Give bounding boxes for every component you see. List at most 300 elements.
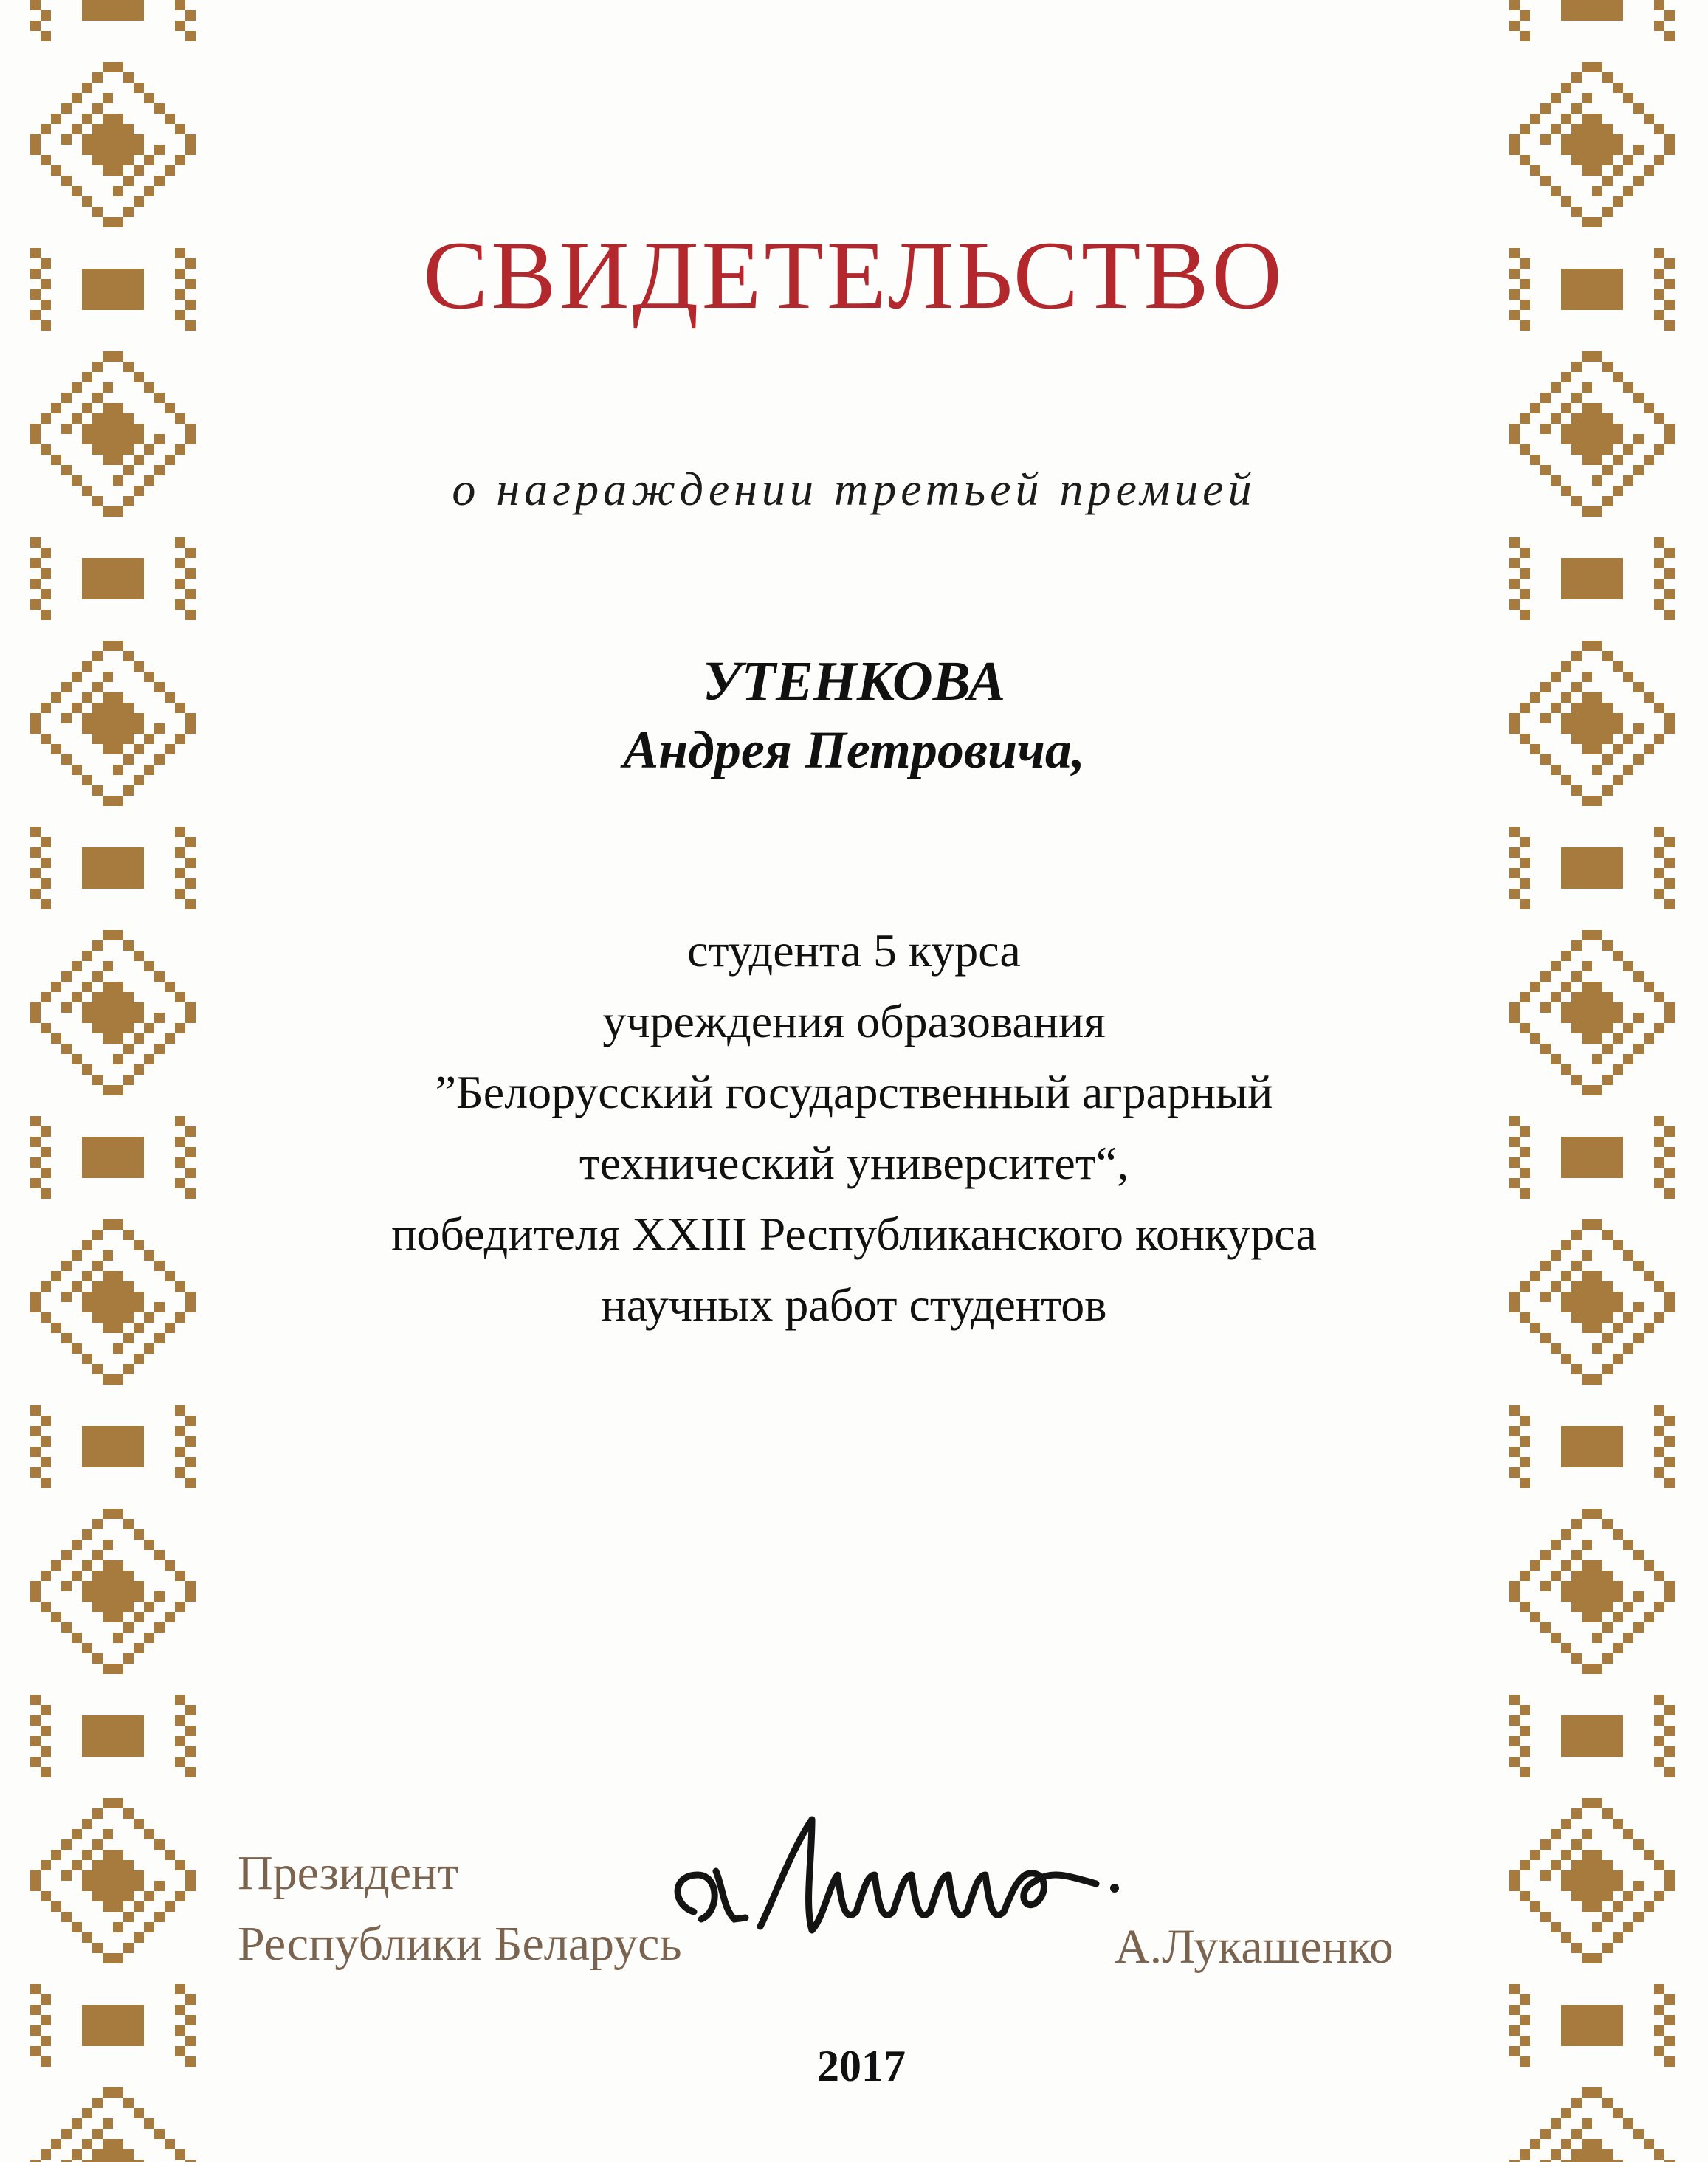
ornament-cell (41, 124, 51, 134)
ornament-cell (154, 465, 165, 475)
ornament-cell (185, 548, 196, 558)
ornament-cell (1592, 579, 1602, 589)
ornament-cell (1592, 1271, 1602, 1281)
ornament-cell (61, 465, 72, 475)
ornament-cell (1571, 2098, 1582, 2108)
ornament-cell (92, 589, 103, 599)
ornament-cell (134, 1323, 144, 1333)
ornament-cell (1613, 1457, 1623, 1467)
ornament-cell (1592, 300, 1602, 310)
ornament-cell (1582, 1540, 1592, 1550)
ornament-cell (1654, 155, 1664, 165)
ornament-cell (1582, 1602, 1592, 1612)
ornament-cell (1582, 858, 1592, 868)
ornament-cell (30, 1292, 41, 1302)
ornament-cell (92, 568, 103, 579)
ornament-cell (51, 1612, 61, 1622)
ornament-cell (1592, 1560, 1602, 1571)
ornament-cell (134, 1736, 144, 1746)
ornament-cell (72, 1054, 82, 1064)
ornament-cell (113, 1715, 123, 1726)
ornament-cell (185, 279, 196, 289)
ornament-cell (41, 1994, 51, 2005)
ornament-cell (134, 775, 144, 785)
ornament-cell (154, 176, 165, 186)
ornament-cell (1520, 1767, 1530, 1777)
ornament-cell (1633, 971, 1644, 982)
ornament-cell (1664, 1013, 1675, 1023)
ornament-cell (1644, 1271, 1654, 1281)
ornament-cell (1582, 217, 1592, 227)
ornament-cell (1509, 2005, 1520, 2015)
ornament-cell (92, 2098, 103, 2108)
ornament-cell (113, 217, 123, 227)
ornament-cell (1613, 1426, 1623, 1436)
ornament-cell (113, 744, 123, 754)
ornament-cell (1664, 899, 1675, 909)
ornament-cell (113, 1881, 123, 1891)
ornament-cell (1561, 589, 1571, 599)
ornament-cell (1509, 1292, 1520, 1302)
ornament-cell (113, 186, 123, 196)
ornament-cell (113, 62, 123, 72)
ornament-cell (92, 651, 103, 661)
ornament-cell (103, 1560, 113, 1571)
ornament-cell (1654, 310, 1664, 320)
ornament-cell (1520, 1860, 1530, 1870)
ornament-cell (92, 0, 103, 10)
ornament-cell (1592, 1633, 1602, 1643)
ornament-cell (154, 1333, 165, 1343)
ornament-cell (1654, 868, 1664, 878)
ornament-cell (1623, 382, 1633, 393)
ornament-cell (1623, 1250, 1633, 1261)
ornament-cell (123, 496, 134, 506)
ornament-cell (1613, 878, 1623, 889)
ornament-cell (144, 2118, 154, 2129)
ornament-cell (1509, 1447, 1520, 1457)
ornament-cell (1520, 2056, 1530, 2067)
ornament-cell (1520, 610, 1530, 620)
ornament-cell (92, 579, 103, 589)
ornament-cell (1509, 145, 1520, 155)
ornament-cell (134, 10, 144, 21)
ornament-cell (1540, 1261, 1551, 1271)
ornament-cell (1592, 1850, 1602, 1860)
ornament-cell (1582, 992, 1592, 1002)
ornament-cell (1623, 1343, 1633, 1354)
ornament-cell (123, 754, 134, 765)
ornament-cell (82, 692, 92, 703)
ornament-cell (1540, 1581, 1551, 1591)
ornament-cell (1592, 1798, 1602, 1808)
ornament-cell (123, 878, 134, 889)
ornament-cell (1582, 1860, 1592, 1870)
ornament-cell (113, 1581, 123, 1591)
ornament-cell (1664, 1994, 1675, 2005)
ornament-cell (134, 1581, 144, 1591)
ornament-cell (175, 889, 185, 899)
ornament-cell (134, 1137, 144, 1147)
ornament-cell (1613, 1033, 1623, 1044)
ornament-cell (185, 713, 196, 723)
ornament-cell (92, 868, 103, 878)
ornament-cell (123, 651, 134, 661)
ornament-cell (134, 165, 144, 176)
ornament-cell (1530, 744, 1540, 754)
ornament-cell (92, 1870, 103, 1881)
ornament-cell (123, 434, 134, 444)
ornament-cell (1602, 1281, 1613, 1292)
ornament-cell (92, 103, 103, 114)
ornament-cell (1592, 558, 1602, 568)
ornament-cell (123, 465, 134, 475)
ornament-cell (185, 610, 196, 620)
ornament-cell (1623, 1023, 1633, 1033)
ornament-cell (1592, 413, 1602, 424)
body-line: технический университет“, (579, 1137, 1129, 1189)
ornament-cell (175, 1467, 185, 1478)
ornament-cell (1571, 2005, 1582, 2015)
ornament-cell (134, 1292, 144, 1302)
ornament-cell (1602, 1447, 1613, 1457)
ornament-cell (1561, 1736, 1571, 1746)
ornament-cell (1644, 114, 1654, 124)
ornament-cell (113, 1860, 123, 1870)
ornament-cell (1592, 1312, 1602, 1323)
ornament-cell (1602, 940, 1613, 951)
ornament-cell (1613, 1612, 1623, 1622)
ornament-cell (185, 1870, 196, 1881)
ornament-cell (1592, 568, 1602, 579)
ornament-cell (1602, 145, 1613, 155)
ornament-cell (1582, 114, 1592, 124)
ornament-cell (103, 1736, 113, 1746)
ornament-cell (41, 878, 51, 889)
ornament-cell (1509, 537, 1520, 548)
ornament-cell (1664, 424, 1675, 434)
ornament-cell (185, 134, 196, 145)
ornament-cell (1602, 1860, 1613, 1870)
ornament-cell (113, 403, 123, 413)
ornament-cell (103, 145, 113, 155)
ornament-cell (1664, 610, 1675, 620)
ornament-cell (1633, 1261, 1644, 1271)
ornament-cell (154, 1881, 165, 1891)
ornament-cell (1592, 424, 1602, 434)
ornament-cell (1571, 579, 1582, 589)
ornament-cell (1540, 393, 1551, 403)
ornament-cell (1623, 1054, 1633, 1064)
ornament-cell (134, 1529, 144, 1540)
ornament-cell (134, 951, 144, 961)
ornament-cell (1602, 134, 1613, 145)
ornament-cell (82, 1292, 92, 1302)
ornament-cell (1633, 1881, 1644, 1891)
ornament-cell (30, 2005, 41, 2015)
ornament-cell (1509, 434, 1520, 444)
ornament-cell (92, 1519, 103, 1529)
ornament-cell (165, 1033, 175, 1044)
ornament-cell (51, 455, 61, 465)
body-line: победителя XXIII Республиканского конкурса (391, 1208, 1317, 1260)
ornament-cell (103, 734, 113, 744)
ornament-cell (1561, 10, 1571, 21)
ornament-cell (113, 424, 123, 434)
ornament-cell (1582, 734, 1592, 744)
ornament-cell (92, 1715, 103, 1726)
ornament-cell (185, 2015, 196, 2025)
ornament-cell (61, 1044, 72, 1054)
ornament-cell (1561, 1457, 1571, 1467)
ornament-cell (1561, 1354, 1571, 1364)
ornament-cell (1571, 1447, 1582, 1457)
ornament-cell (1664, 2036, 1675, 2046)
ornament-cell (1582, 0, 1592, 10)
ornament-cell (1530, 1901, 1540, 1912)
ornament-cell (92, 10, 103, 21)
ornament-cell (103, 1870, 113, 1881)
ornament-cell (1592, 217, 1602, 227)
ornament-cell (1633, 434, 1644, 444)
ornament-cell (41, 1602, 51, 1612)
ornament-cell (51, 1323, 61, 1333)
ornament-cell (1592, 1591, 1602, 1602)
ornament-cell (1561, 403, 1571, 413)
ornament-cell (92, 1002, 103, 1013)
ornament-cell (103, 868, 113, 878)
ornament-cell (1561, 1002, 1571, 1013)
ornament-cell (1571, 145, 1582, 155)
ornament-cell (1592, 506, 1602, 517)
ornament-cell (92, 1075, 103, 1085)
ornament-cell (123, 1168, 134, 1178)
ornament-cell (1540, 1912, 1551, 1922)
ornament-cell (1633, 754, 1644, 765)
ornament-cell (92, 72, 103, 83)
ornament-cell (1530, 692, 1540, 703)
ornament-cell (1520, 837, 1530, 847)
ornament-cell (1623, 93, 1633, 103)
ornament-cell (92, 1013, 103, 1023)
ornament-cell (1571, 2025, 1582, 2036)
ornament-cell (82, 558, 92, 568)
ornament-cell (1613, 2025, 1623, 2036)
ornament-cell (1571, 940, 1582, 951)
ornament-cell (1582, 155, 1592, 165)
ornament-cell (61, 1581, 72, 1591)
ornament-cell (1551, 93, 1561, 103)
ornament-cell (1509, 1984, 1520, 1994)
ornament-cell (1509, 1405, 1520, 1416)
ornament-cell (1561, 847, 1571, 858)
ornament-cell (1582, 1850, 1592, 1860)
ornament-cell (113, 641, 123, 651)
ornament-cell (1561, 289, 1571, 300)
ornament-cell (1613, 1643, 1623, 1653)
ornament-cell (1551, 672, 1561, 682)
ornament-cell (113, 1571, 123, 1581)
ornament-cell (1561, 2036, 1571, 2046)
ornament-cell (134, 847, 144, 858)
ornament-cell (1551, 961, 1561, 971)
ornament-cell (185, 1457, 196, 1467)
ornament-cell (113, 1602, 123, 1612)
ornament-cell (92, 2149, 103, 2160)
ornament-cell (30, 134, 41, 145)
ornament-cell (113, 1591, 123, 1602)
ornament-cell (113, 878, 123, 889)
ornament-cell (1561, 134, 1571, 145)
ornament-cell (1592, 723, 1602, 734)
ornament-cell (113, 1850, 123, 1860)
ornament-cell (154, 754, 165, 765)
ornament-cell (92, 496, 103, 506)
ornament-cell (1613, 145, 1623, 155)
ornament-cell (1520, 899, 1530, 909)
ornament-cell (123, 847, 134, 858)
ornament-cell (1582, 1726, 1592, 1736)
ornament-cell (1613, 279, 1623, 289)
ornament-cell (1509, 847, 1520, 858)
ornament-cell (1664, 713, 1675, 723)
ornament-cell (103, 1013, 113, 1023)
ornament-cell (1602, 2005, 1613, 2015)
ornament-cell (41, 1726, 51, 1736)
ornament-cell (123, 1364, 134, 1374)
ornament-cell (1520, 279, 1530, 289)
ornament-cell (1582, 62, 1592, 72)
ornament-cell (30, 1013, 41, 1023)
ornament-cell (1613, 847, 1623, 858)
ornament-cell (1582, 2025, 1592, 2036)
ornament-cell (134, 196, 144, 207)
ornament-cell (113, 475, 123, 486)
ornament-cell (175, 2149, 185, 2160)
ornament-cell (72, 2118, 82, 2129)
ornament-cell (1582, 930, 1592, 940)
ornament-cell (1592, 1746, 1602, 1757)
ornament-cell (1561, 1447, 1571, 1457)
ornament-cell (113, 723, 123, 734)
ornament-cell (134, 1881, 144, 1891)
ornament-cell (1602, 868, 1613, 878)
ornament-cell (1571, 155, 1582, 165)
ornament-cell (1582, 1881, 1592, 1891)
ornament-cell (1664, 1881, 1675, 1891)
ornament-cell (103, 1664, 113, 1674)
ornament-cell (1664, 134, 1675, 145)
ornament-cell (1509, 723, 1520, 734)
ornament-cell (113, 455, 123, 465)
ornament-cell (1540, 682, 1551, 692)
ornament-cell (113, 1343, 123, 1354)
ornament-cell (1602, 1571, 1613, 1581)
ornament-cell (103, 1953, 113, 1963)
ornament-cell (175, 1178, 185, 1188)
ornament-cell (113, 1374, 123, 1385)
ornament-cell (1551, 124, 1561, 134)
ornament-cell (1571, 1881, 1582, 1891)
ornament-cell (82, 1736, 92, 1746)
ornament-cell (41, 1126, 51, 1137)
ornament-cell (103, 1374, 113, 1385)
ornament-cell (1602, 1891, 1613, 1901)
ornament-cell (1592, 2149, 1602, 2160)
ornament-cell (123, 134, 134, 145)
ornament-cell (134, 1591, 144, 1602)
ornament-cell (61, 2129, 72, 2139)
ornament-cell (1654, 703, 1664, 713)
ornament-cell (1654, 992, 1664, 1002)
ornament-cell (175, 269, 185, 279)
ornament-cell (1571, 558, 1582, 568)
ornament-cell (103, 2149, 113, 2160)
ornament-cell (1592, 1002, 1602, 1013)
ornament-cell (1602, 1436, 1613, 1447)
ornament-cell (144, 1602, 154, 1612)
ornament-cell (72, 1571, 82, 1581)
ornament-cell (72, 1250, 82, 1261)
ornament-cell (103, 1829, 113, 1839)
ornament-cell (51, 744, 61, 754)
ornament-cell (1571, 1519, 1582, 1529)
ornament-cell (113, 703, 123, 713)
ornament-cell (1592, 1881, 1602, 1891)
ornament-cell (1602, 10, 1613, 21)
ornament-cell (72, 382, 82, 393)
ornament-cell (1664, 1168, 1675, 1178)
ornament-cell (1592, 2015, 1602, 2025)
ornament-cell (1654, 124, 1664, 134)
ornament-cell (1592, 744, 1602, 754)
ornament-cell (123, 1044, 134, 1054)
ornament-cell (103, 1023, 113, 1033)
ornament-cell (134, 744, 144, 754)
ornament-cell (1561, 83, 1571, 93)
ornament-cell (82, 10, 92, 21)
ornament-cell (1530, 114, 1540, 124)
ornament-cell (1551, 703, 1561, 713)
ornament-cell (1571, 1364, 1582, 1374)
ornament-cell (154, 682, 165, 692)
ornament-cell (1592, 279, 1602, 289)
ornament-cell (1592, 1581, 1602, 1591)
ornament-cell (1664, 1581, 1675, 1591)
ornament-cell (1613, 455, 1623, 465)
ornament-cell (113, 589, 123, 599)
ornament-cell (1540, 1333, 1551, 1343)
ornament-cell (1509, 599, 1520, 610)
ornament-cell (1571, 1870, 1582, 1881)
ornament-cell (1582, 641, 1592, 651)
ornament-cell (1520, 2015, 1530, 2025)
ornament-cell (123, 145, 134, 155)
ornament-cell (1582, 279, 1592, 289)
ornament-cell (165, 2139, 175, 2149)
ornament-cell (82, 1426, 92, 1436)
ornament-cell (1592, 403, 1602, 413)
ornament-cell (82, 269, 92, 279)
ornament-cell (185, 1002, 196, 1013)
ornament-cell (1520, 548, 1530, 558)
ornament-cell (1571, 413, 1582, 424)
ornament-cell (1551, 992, 1561, 1002)
ornament-cell (1571, 1746, 1582, 1757)
ornament-cell (154, 1044, 165, 1054)
ornament-cell (1602, 992, 1613, 1002)
ornament-cell (134, 289, 144, 300)
